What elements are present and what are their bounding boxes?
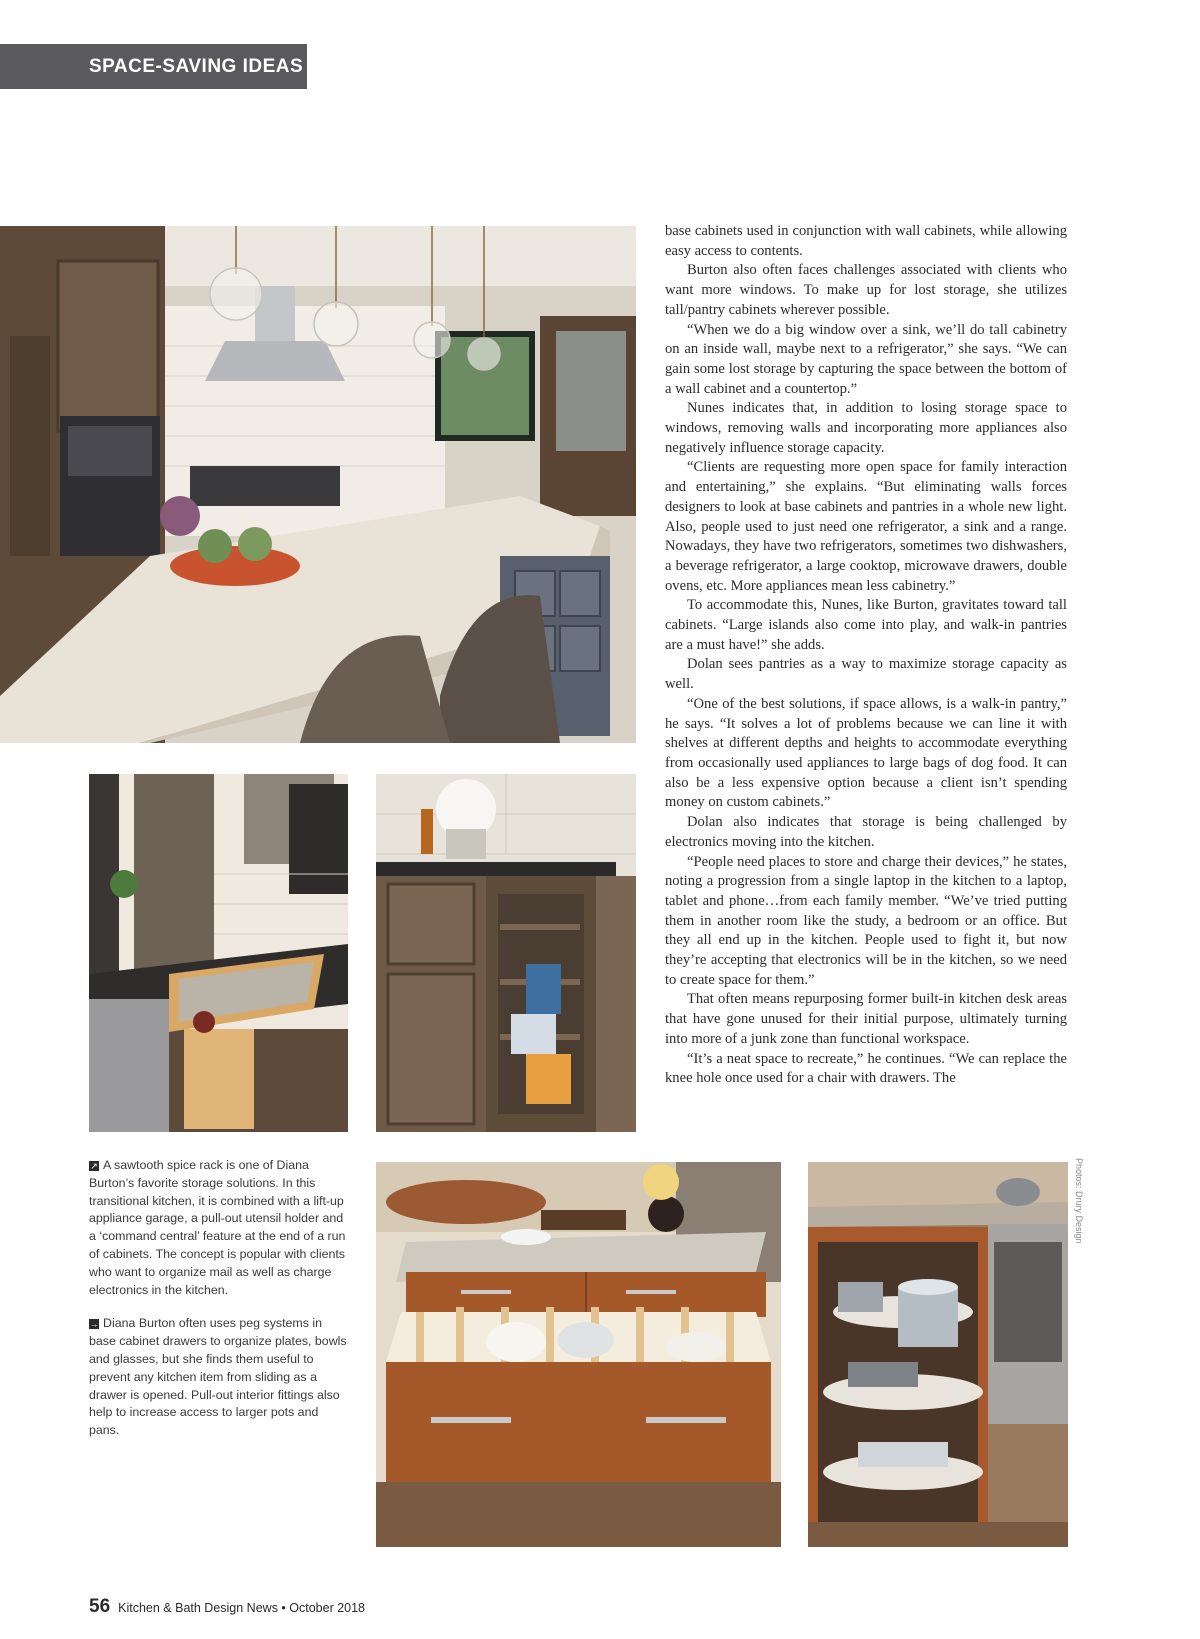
article-paragraph: To accommodate this, Nunes, like Burton, gravitates toward tall cabinets. “Large islands also come into play, and walk-in pantries are a must have!” she adds.: [665, 597, 1067, 653]
page-number: 56: [89, 1596, 111, 1617]
peg-drawer-photo: [376, 1162, 781, 1547]
spice-drawer-photo: [89, 774, 348, 1132]
caption-text: Diana Burton often uses peg systems in base cabinet drawers to organize plates, bowls and glasses, but she finds them useful to prevent any kitchen item from sliding as a drawer is opened. Pull-out interior fittings also help to increase access to larger pots and pans.: [89, 1316, 347, 1438]
command-central-photo: [376, 774, 636, 1132]
article-paragraph: “People need places to store and charge their devices,” he states, noting a progression from a single laptop in the kitchen to a laptop, tablet and phone…from each family member. “We’ve tried putting them in another room like the study, a bedroom or an office. But they all end up in the kitchen. People used to fight it, but now they’re accepting that electronics will be in the kitchen, so we need to create space for them.”: [665, 853, 1067, 988]
article-paragraph: Burton also often faces challenges associated with clients who want more windows. To make up for lost storage, she utilizes tall/pantry cabinets wherever possible.: [665, 262, 1067, 318]
article-paragraph: “One of the best solutions, if space allows, is a walk-in pantry,” he says. “It solves a lot of problems because we can line it with shelves at different depths and heights to accommodate everything from occasionally used appliances to large bags of dog food. It can also be a less expensive option because a client isn’t spending money on custom cabinets.”: [665, 695, 1067, 811]
kitchen-island-photo: [0, 226, 636, 743]
article-paragraph: base cabinets used in conjunction with wall cabinets, while allowing easy access to contents.: [665, 223, 1067, 259]
page-footer: [89, 1596, 365, 1618]
photo-credit: Photos: Drury Design: [1074, 1158, 1084, 1244]
article-paragraph: “It’s a neat space to recreate,” he continues. “We can replace the knee hole once used for a chair with drawers. The: [665, 1050, 1067, 1087]
article-body: [665, 222, 1067, 1089]
article-paragraph: “Clients are requesting more open space for family interaction and entertaining,” she explains. “But eliminating walls forces designers to look at base cabinets and pantries in a whole new light. Also, people used to just need one refrigerator, a sink and a range. Nowadays, they have two refrigerators, sometimes two dishwashers, a beverage refrigerator, a large cooktop, microwave drawers, double ovens, etc. More appliances mean less cabinetry.”: [665, 459, 1067, 594]
corner-pullout-photo: [808, 1162, 1068, 1547]
caption-peg-system: [89, 1315, 347, 1440]
article-paragraph: “When we do a big window over a sink, we’ll do tall cabinetry on an inside wall, maybe next to a refrigerator,” she says. “We can gain some lost storage by capturing the space between the bottom of a wall cabinet and a countertop.”: [665, 321, 1067, 397]
arrow-right-icon: →: [89, 1319, 99, 1330]
article-paragraph: Nunes indicates that, in addition to losing storage space to windows, removing walls and incorporating more appliances also negatively influence storage capacity.: [665, 400, 1067, 456]
publication-line: Kitchen & Bath Design News • October 2018: [118, 1601, 366, 1615]
arrow-up-right-icon: ↗: [90, 1161, 98, 1171]
section-label: SPACE-SAVING IDEAS: [0, 44, 307, 89]
article-paragraph: Dolan sees pantries as a way to maximize storage capacity as well.: [665, 656, 1067, 693]
caption-spice-rack: [89, 1157, 347, 1299]
caption-text: A sawtooth spice rack is one of Diana Burton’s favorite storage solutions. In this transitional kitchen, it is combined with a lift-up appliance garage, a pull-out utensil holder and a ‘command central’ feature at the end of a run of cabinets. The concept is popular with clients who want to organize mail as well as charge electronics in the kitchen.: [89, 1158, 346, 1297]
article-paragraph: That often means repurposing former built-in kitchen desk areas that have gone unused for their initial purpose, ultimately turning into more of a junk zone than functional workspace.: [665, 991, 1067, 1047]
article-paragraph: Dolan also indicates that storage is being challenged by electronics moving into the kitchen.: [665, 814, 1067, 850]
photo-captions: [89, 1157, 347, 1456]
